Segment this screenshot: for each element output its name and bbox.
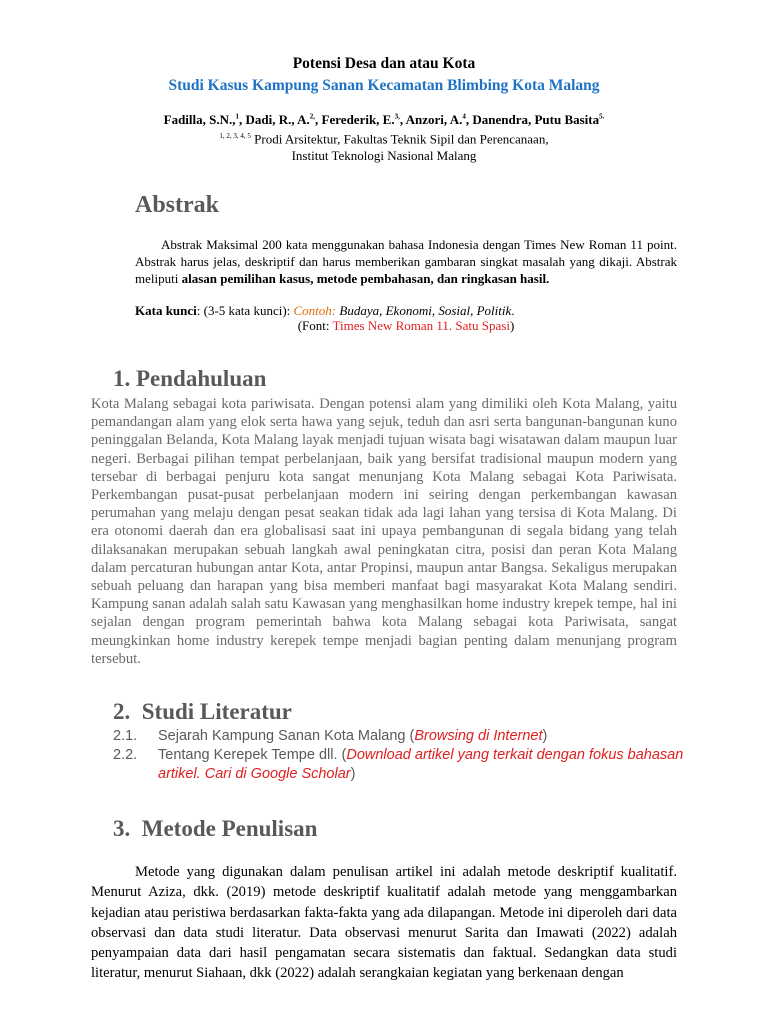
author-index: 4 xyxy=(462,112,466,121)
author-index: 1 xyxy=(235,112,239,121)
author-name: , Danendra, Putu Basita xyxy=(465,112,600,127)
keywords-line xyxy=(135,303,515,319)
author-index: 3, xyxy=(394,112,400,121)
affiliation-line-2: Institut Teknologi Nasional Malang xyxy=(291,148,477,164)
section-heading-studi-literatur xyxy=(113,699,292,725)
keywords-note: : (3-5 kata kunci): xyxy=(196,303,294,318)
section-number: 1. xyxy=(113,366,131,391)
section-number: 2. xyxy=(113,699,131,724)
font-note-prefix: (Font: xyxy=(297,318,333,333)
list-item-number: 2.1. xyxy=(113,728,138,744)
list-item-instruction: Browsing di Internet xyxy=(414,728,543,744)
literature-list xyxy=(113,727,693,784)
author-name: , Anzori, A. xyxy=(399,112,463,127)
section-title: Studi Literatur xyxy=(141,699,292,724)
section-heading-pendahuluan xyxy=(113,366,266,392)
list-item-end: ) xyxy=(350,766,356,782)
affiliation xyxy=(0,128,768,164)
keywords-example: Budaya, Ekonomi, Sosial, Politik xyxy=(336,303,512,318)
abstract-body xyxy=(135,236,677,287)
keywords-label: Kata kunci xyxy=(135,303,197,318)
list-item xyxy=(113,727,693,746)
author-name: , Dadi, R., A. xyxy=(239,112,310,127)
list-item-instruction: Download artikel yang terkait dengan fokus bahasan artikel. Cari di Google Scholar xyxy=(158,747,684,782)
abstract-text-bold: alasan pemilihan kasus, metode pembahasan, dan ringkasan hasil. xyxy=(181,271,550,286)
author-name: Fadilla, S.N., xyxy=(163,112,236,127)
metode-body xyxy=(91,862,677,984)
list-item xyxy=(113,746,693,784)
section-title: Metode Penulisan xyxy=(141,816,318,841)
list-item-text xyxy=(158,727,693,746)
section-number: 3. xyxy=(113,816,131,841)
list-item-end: ) xyxy=(542,728,548,744)
abstract-text: Abstrak Maksimal 200 kata menggunakan bahasa Indonesia dengan Times New Roman 11 point. Abstrak harus jelas, deskriptif dan harus memberikan gambaran singkat masalah yang dikaji. Abstrak meliputi xyxy=(135,237,677,286)
author-index: 5. xyxy=(599,112,605,121)
affiliation-index: 1, 2, 3, 4, 5 xyxy=(219,132,251,140)
author-index: 2, xyxy=(309,112,316,121)
keywords-end: . xyxy=(511,303,515,318)
font-note xyxy=(0,318,768,334)
metode-text: Metode yang digunakan dalam penulisan artikel ini adalah metode deskriptif kualitatif. Menurut Aziza, dkk. (2019) metode deskriptif kualitatif adalah metode yang menggambarkan kejadian atau peristiwa berdasarkan fakta-fakta yang ada dilapangan. Metode ini diperoleh dari data observasi dan data studi literatur. Data observasi menurut Sarita dan Imawati (2022) adalah penyampaian data dari hasil pengamatan secara sistematis dan faktual. Sedangkan data studi literatur, menurut Siahaan, dkk (2022) adalah serangkaian kegiatan yang berkenaan dengan xyxy=(91,864,677,982)
keywords-example-label: Contoh: xyxy=(293,303,337,318)
paper-title: Potensi Desa dan atau Kota xyxy=(292,55,476,72)
list-item-number: 2.2. xyxy=(113,747,138,763)
paper-subtitle: Studi Kasus Kampung Sanan Kecamatan Blimbing Kota Malang xyxy=(168,77,600,94)
affiliation-line-1: Prodi Arsitektur, Fakultas Teknik Sipil dan Perencanaan, xyxy=(250,131,549,147)
abstract-heading: Abstrak xyxy=(135,192,220,218)
section-title: Pendahuluan xyxy=(136,366,267,391)
author-list xyxy=(0,112,768,128)
list-item-text xyxy=(158,746,693,784)
list-item-label: Sejarah Kampung Sanan Kota Malang ( xyxy=(158,728,415,744)
list-item-label: Tentang Kerepek Tempe dll. ( xyxy=(158,747,347,763)
font-note-spec: Times New Roman 11. Satu Spasi xyxy=(332,318,510,333)
pendahuluan-body: Kota Malang sebagai kota pariwisata. Dengan potensi alam yang dimiliki oleh Kota Malang, yaitu pemandangan alam yang elok serta hawa yang sejuk, teduh dan asri serta bangunan-bangunan kuno peninggalan Belanda, Kota Malang layak menjadi tujuan wisata bagi wisatawan dalam maupun luar negeri. Berbagai pilihan tempat perbelanjaan, baik yang bersifat tradisional maupun modern yang tersebar di berbagai penjuru kota sangat menunjang Kota Malang sebagai Kota Pariwisata. Perkembangan pusat-pusat perbelanjaan modern ini seiring dengan perkembangan kawasan perumahan yang melaju dengan pesat seakan tidak ada lagi lahan yang tersisa di Kota Malang. Di era otonomi daerah dan era globalisasi saat ini upaya pembangunan di segala bidang yang telah dilaksanakan merupakan sebuah langkah awal peningkatan citra, posisi dan peran Kota Malang dalam percaturan hubungan antar Kota, antar Propinsi, maupun antar Bangsa. Sekaligus merupakan sebuah peluang dan harapan yang bisa memberi manfaat bagi masyarakat Kota Malang sendiri. Kampung sanan adalah salah satu Kawasan yang menghasilkan home industry krepek tempe, hal ini sejalan dengan program pemerintah bahwa kota Malang sebagai kota Pariwisata, sangat meungkinkan home industry kerepek tempe menjadi bagian penting dalam menunjang program tersebut. xyxy=(91,396,677,667)
section-heading-metode-penulisan xyxy=(113,816,317,842)
font-note-suffix: ) xyxy=(509,318,515,333)
author-name: , Ferederik, E. xyxy=(315,112,395,127)
